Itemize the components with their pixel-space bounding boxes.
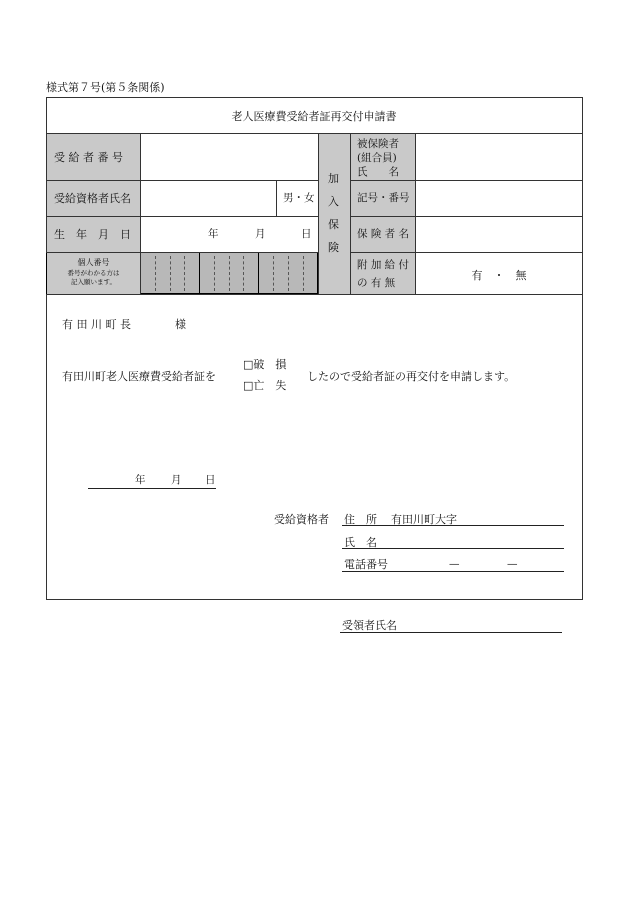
date-day-unit: 日 [205,474,216,486]
name-label: 氏 名 [344,536,377,549]
phone-separator: — [507,558,518,570]
personal-number-label: 個人番号 [77,258,110,267]
digit-divider [288,256,289,291]
digit-divider [184,256,185,291]
divider [318,133,319,294]
phone-underline[interactable] [342,571,564,572]
phone-separator: — [449,558,460,570]
insurer-name-label: 保 険 者 名 [357,228,410,240]
gender-option[interactable]: 男・女 [283,192,315,204]
date-year-unit: 年 [135,474,146,486]
recipient-number-field[interactable] [141,134,317,180]
digit-divider [214,256,215,291]
request-suffix: したので受給者証の再交付を申請します。 [307,370,516,383]
date-underline[interactable] [88,488,216,489]
divider [276,180,277,216]
insurance-vertical-char: 加 [328,172,339,185]
divider [350,252,583,253]
addressee: 有 田 川 町 長 様 [62,318,186,331]
additional-benefit-label: 附 加 給 付 [357,259,410,271]
divider [46,294,583,295]
option-damaged-checkbox[interactable]: □破 損 [243,358,287,371]
digit-divider [170,256,171,291]
insured-person-label: 被保険者 [357,138,399,150]
birth-date-label: 生 年 月 日 [54,228,131,241]
insured-person-label: 氏 名 [357,166,399,178]
insured-person-label: (組合員) [357,152,397,164]
label-cell [318,134,350,294]
recipient-number-label: 受 給 者 番 号 [54,151,123,164]
divider [46,252,318,253]
qualified-name-label: 受給資格者氏名 [54,192,131,205]
form-number: 様式第７号(第５条関係) [46,81,165,94]
option-lost-checkbox[interactable]: □亡 失 [243,379,287,392]
form-title: 老人医療費受給者証再交付申請書 [231,110,397,123]
insurer-name-field[interactable] [416,217,582,252]
insurance-vertical-char: 入 [328,195,339,208]
birth-year-unit: 年 [208,228,219,240]
request-prefix: 有田川町老人医療費受給者証を [62,370,216,383]
address-label: 住 所 [344,513,377,526]
additional-benefit-label: の 有 無 [357,277,396,289]
birth-month-unit: 月 [255,228,266,240]
applicant-label: 受給資格者 [274,513,329,526]
personal-number-note: 記入願います。 [71,278,116,286]
digit-divider [243,256,244,291]
receipt-underline[interactable] [340,632,562,633]
phone-label: 電話番号 [344,558,388,571]
symbol-number-label: 記号・番号 [357,192,410,204]
digit-divider [303,256,304,291]
address-underline[interactable] [342,525,564,526]
insured-person-field[interactable] [416,134,582,180]
qualified-name-field[interactable] [141,181,275,216]
insurance-vertical-char: 険 [328,241,339,254]
address-value: 有田川町大字 [391,513,457,526]
digit-divider [229,256,230,291]
personal-number-note: 番号がわかる方は [67,269,120,277]
birth-day-unit: 日 [301,228,312,240]
receipt-label: 受領者氏名 [342,619,397,632]
digit-divider [155,256,156,291]
additional-benefit-value[interactable]: 有 ・ 無 [471,269,527,282]
divider [350,133,351,294]
symbol-number-field[interactable] [416,181,582,216]
digit-divider [273,256,274,291]
date-month-unit: 月 [171,474,182,486]
name-underline[interactable] [342,548,564,549]
divider [46,216,318,217]
insurance-vertical-char: 保 [328,218,339,231]
